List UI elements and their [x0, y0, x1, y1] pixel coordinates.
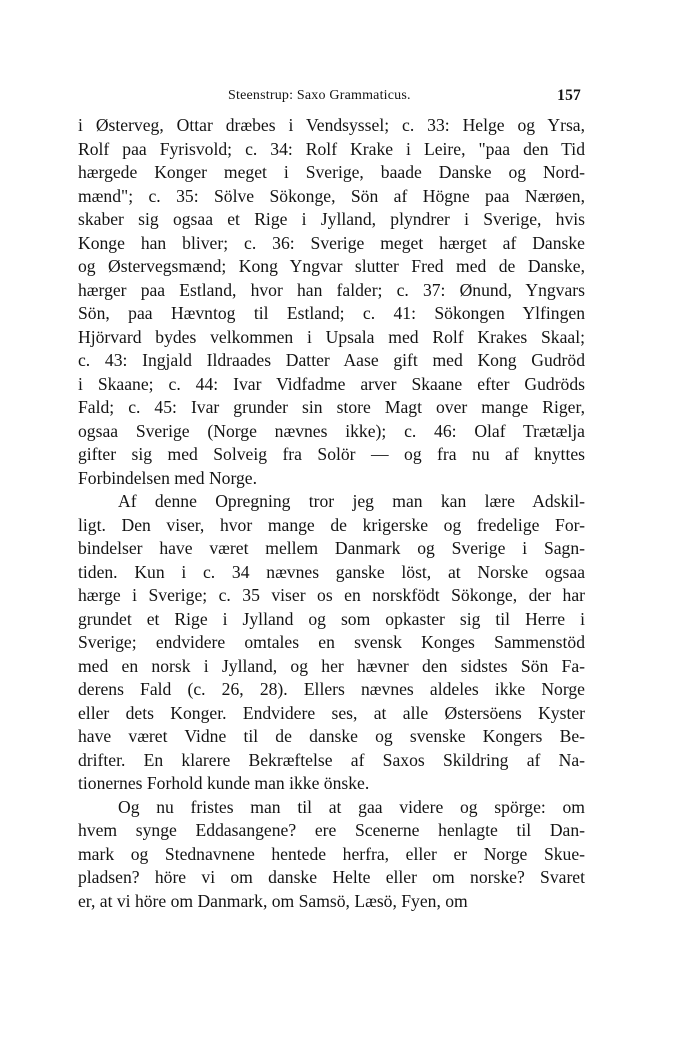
text-line: med en norsk i Jylland, og her hævner den sidstes Sön Fa-	[78, 655, 585, 676]
text-line: i Østerveg, Ottar dræbes i Vendsyssel; c. 33: Helge og Yrsa,	[78, 115, 585, 135]
text-line: Forbindelsen med Norge.	[78, 467, 258, 488]
text-line: ligt. Den viser, hvor mange de krigerske og fredelige For-	[78, 514, 585, 535]
text-line: mænd"; c. 35: Sölve Sökonge, Sön af Högne paa Nærøen,	[78, 185, 585, 206]
text-line: grundet et Rige i Jylland og som opkaster sig til Herre i	[78, 608, 585, 629]
text-line: er, at vi höre om Danmark, om Samsö, Læsö, Fyen, om	[78, 890, 468, 911]
text-line: eller dets Konger. Endvidere ses, at alle Østersöens Kyster	[78, 702, 585, 723]
running-title: Steenstrup: Saxo Grammaticus.	[228, 88, 411, 103]
text-line: hærge i Sverige; c. 35 viser os en norskfödt Sökonge, der har	[78, 585, 585, 605]
text-line: Hjörvard bydes velkommen i Upsala med Rolf Krakes Skaal;	[78, 326, 585, 347]
text-line: tionernes Forhold kunde man ikke önske.	[78, 773, 370, 793]
text-line: drifter. En klarere Bekræftelse af Saxos Skildring af Na-	[78, 749, 585, 770]
text-line: pladsen? höre vi om danske Helte eller om norske? Svaret	[78, 867, 585, 887]
text-line: hvem synge Eddasangene? ere Scenerne henlagte til Dan-	[78, 820, 585, 840]
text-line: derens Fald (c. 26, 28). Ellers nævnes aldeles ikke Norge	[78, 679, 585, 699]
text-line: gifter sig med Solveig fra Solör — og fra nu af knyttes	[78, 444, 585, 464]
body-text	[78, 114, 585, 913]
text-line: i Skaane; c. 44: Ivar Vidfadme arver Skaane efter Gudröds	[78, 373, 585, 394]
text-line: Af denne Opregning tror jeg man kan lære Adskil-	[118, 491, 585, 511]
text-line: bindelser have været mellem Danmark og Sverige i Sagn-	[78, 538, 585, 558]
text-line: hærger paa Estland, hvor han falder; c. 37: Ønund, Yngvars	[78, 279, 585, 300]
text-line: mark og Stednavnene hentede herfra, eller er Norge Skue-	[78, 843, 585, 864]
text-line: Sverige; endvidere omtales en svensk Konges Sammenstöd	[78, 632, 585, 652]
text-line: Fald; c. 45: Ivar grunder sin store Magt over mange Riger,	[78, 397, 585, 417]
paragraph	[78, 114, 585, 490]
text-line: Sön, paa Hævntog til Estland; c. 41: Sökongen Ylfingen	[78, 303, 585, 323]
book-page	[78, 86, 585, 913]
paragraph	[78, 796, 585, 914]
text-line: ogsaa Sverige (Norge nævnes ikke); c. 46: Olaf Trætælja	[78, 420, 585, 441]
text-line: og Østervegsmænd; Kong Yngvar slutter Fred med de Danske,	[78, 256, 585, 276]
paragraph	[78, 490, 585, 796]
text-line: Rolf paa Fyrisvold; c. 34: Rolf Krake i Leire, "paa den Tid	[78, 138, 585, 159]
text-line: skaber sig ogsaa et Rige i Jylland, plyndrer i Sverige, hvis	[78, 209, 585, 229]
text-line: hærgede Konger meget i Sverige, baade Danske og Nord-	[78, 162, 585, 182]
text-line: c. 43: Ingjald Ildraades Datter Aase gift med Kong Gudröd	[78, 350, 585, 370]
text-line: have været Vidne til de danske og svenske Kongers Be-	[78, 726, 585, 746]
text-line: Og nu fristes man til at gaa videre og spörge: om	[118, 796, 585, 817]
text-line: Konge han bliver; c. 36: Sverige meget hærget af Danske	[78, 232, 585, 253]
running-head	[78, 86, 585, 114]
text-line: tiden. Kun i c. 34 nævnes ganske löst, at Norske ogsaa	[78, 561, 585, 582]
page-number: 157	[557, 87, 581, 104]
